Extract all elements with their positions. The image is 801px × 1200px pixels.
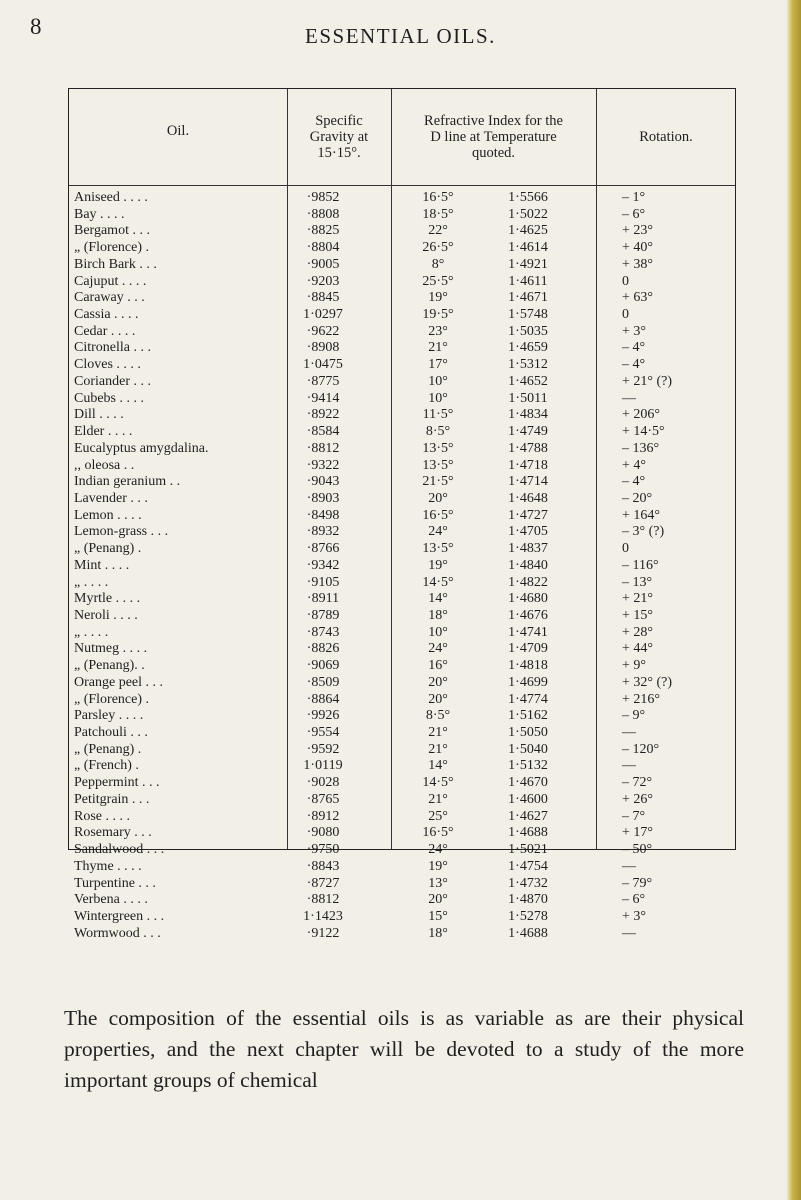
- specific-gravity-cell: ·8932: [306, 524, 340, 540]
- temperature-cell: 13°: [428, 875, 448, 891]
- table-row: [68, 608, 736, 625]
- refractive-index-cell: 1·4600: [508, 791, 548, 807]
- specific-gravity-cell: ·8843: [306, 858, 340, 874]
- table-row: [68, 257, 736, 274]
- refractive-index-cell: 1·4659: [508, 340, 548, 356]
- page-edge: [787, 0, 801, 1200]
- rotation-cell: —: [622, 390, 636, 406]
- rotation-cell: – 6°: [622, 892, 646, 908]
- header-sg-line: 15·15°.: [317, 145, 361, 161]
- specific-gravity-cell: ·9028: [306, 775, 340, 791]
- table-row: [68, 859, 736, 876]
- temperature-cell: 14°: [428, 758, 448, 774]
- temperature-cell: 13·5°: [422, 457, 454, 473]
- oil-name-cell: Myrtle . . . .: [74, 591, 141, 607]
- refractive-index-cell: 1·5021: [508, 842, 548, 858]
- refractive-index-cell: 1·4727: [508, 507, 548, 523]
- rotation-cell: – 120°: [622, 741, 660, 757]
- oil-name-cell: „ (French) .: [74, 758, 139, 774]
- temperature-cell: 18°: [428, 925, 448, 941]
- temperature-cell: 14·5°: [422, 775, 454, 791]
- oil-name-cell: „ . . . .: [74, 574, 109, 590]
- table-row: [68, 708, 736, 725]
- temperature-cell: 19·5°: [422, 307, 454, 323]
- oil-name-cell: Petitgrain . . .: [74, 791, 150, 807]
- refractive-index-cell: 1·5162: [508, 708, 548, 724]
- specific-gravity-cell: ·8903: [306, 490, 340, 506]
- oil-name-cell: Bay . . . .: [74, 206, 125, 222]
- specific-gravity-cell: ·8509: [306, 674, 340, 690]
- table-row: [68, 775, 736, 792]
- rotation-cell: —: [622, 925, 636, 941]
- rotation-cell: – 4°: [622, 474, 646, 490]
- specific-gravity-cell: ·9122: [306, 925, 340, 941]
- table-row: [68, 541, 736, 558]
- oil-name-cell: Indian geranium . .: [74, 474, 181, 490]
- header-ri-line: Refractive Index for the: [424, 113, 563, 129]
- temperature-cell: 16°: [428, 658, 448, 674]
- temperature-cell: 13·5°: [422, 440, 454, 456]
- table-row: [68, 391, 736, 408]
- oil-name-cell: Aniseed . . . .: [74, 190, 148, 205]
- oil-name-cell: Cloves . . . .: [74, 357, 141, 373]
- table-row: [68, 558, 736, 575]
- temperature-cell: 26·5°: [422, 240, 454, 256]
- temperature-cell: 8·5°: [425, 708, 451, 724]
- oil-name-cell: „ (Penang) .: [74, 541, 142, 557]
- table-row: [68, 909, 736, 926]
- rotation-cell: – 7°: [622, 808, 646, 824]
- table-row: [68, 190, 736, 207]
- rotation-cell: + 21° (?): [622, 373, 673, 389]
- oil-name-cell: Sandalwood . . .: [74, 842, 165, 858]
- table-row: [68, 274, 736, 291]
- refractive-index-cell: 1·5132: [508, 758, 548, 774]
- rotation-cell: + 40°: [622, 240, 653, 256]
- rotation-cell: – 4°: [622, 340, 646, 356]
- table-row: [68, 675, 736, 692]
- header-divider: [69, 185, 735, 186]
- oil-name-cell: Patchouli . . .: [74, 725, 148, 741]
- refractive-index-cell: 1·4709: [508, 641, 548, 657]
- rotation-cell: + 23°: [622, 223, 653, 239]
- refractive-index-cell: 1·4837: [508, 541, 548, 557]
- specific-gravity-cell: ·8912: [306, 808, 340, 824]
- temperature-cell: 18·5°: [422, 206, 454, 222]
- rotation-cell: + 44°: [622, 641, 653, 657]
- rotation-cell: + 26°: [622, 791, 653, 807]
- table-row: [68, 809, 736, 826]
- specific-gravity-cell: ·8765: [306, 791, 340, 807]
- temperature-cell: 21°: [428, 791, 448, 807]
- oil-name-cell: Orange peel . . .: [74, 674, 164, 690]
- specific-gravity-cell: ·8922: [306, 407, 340, 423]
- rotation-cell: + 14·5°: [622, 424, 665, 440]
- temperature-cell: 19°: [428, 557, 448, 573]
- oil-name-cell: Wintergreen . . .: [74, 908, 165, 924]
- rotation-cell: – 3° (?): [622, 524, 665, 540]
- temperature-cell: 22°: [428, 223, 448, 239]
- refractive-index-cell: 1·4670: [508, 775, 548, 791]
- header-sg-line: Gravity at: [309, 129, 369, 145]
- table-row: [68, 692, 736, 709]
- header-refractive-index: [391, 113, 596, 161]
- rotation-cell: 0: [622, 307, 629, 323]
- temperature-cell: 14°: [428, 591, 448, 607]
- header-specific-gravity: [287, 113, 391, 161]
- oil-name-cell: Cedar . . . .: [74, 323, 136, 339]
- specific-gravity-cell: ·8825: [306, 223, 340, 239]
- specific-gravity-cell: ·8826: [306, 641, 340, 657]
- refractive-index-cell: 1·4822: [508, 574, 548, 590]
- oil-name-cell: „ . . . .: [74, 624, 109, 640]
- refractive-index-cell: 1·4741: [508, 624, 548, 640]
- specific-gravity-cell: ·9203: [306, 273, 340, 289]
- refractive-index-cell: 1·4754: [508, 858, 548, 874]
- temperature-cell: 25°: [428, 808, 448, 824]
- refractive-index-cell: 1·4611: [508, 273, 548, 289]
- rotation-cell: + 28°: [622, 624, 653, 640]
- rotation-cell: + 4°: [622, 457, 646, 473]
- temperature-cell: 24°: [428, 524, 448, 540]
- specific-gravity-cell: ·9043: [306, 474, 340, 490]
- refractive-index-cell: 1·4921: [508, 256, 548, 272]
- oil-name-cell: Parsley . . . .: [74, 708, 144, 724]
- rotation-cell: + 32° (?): [622, 674, 673, 690]
- specific-gravity-cell: ·9750: [306, 842, 340, 858]
- refractive-index-cell: 1·4705: [508, 524, 548, 540]
- oil-name-cell: Cajuput . . . .: [74, 273, 147, 289]
- rotation-cell: – 72°: [622, 775, 653, 791]
- table-row: [68, 357, 736, 374]
- specific-gravity-cell: 1·0119: [303, 758, 343, 774]
- temperature-cell: 25·5°: [422, 273, 454, 289]
- temperature-cell: 15°: [428, 908, 448, 924]
- oil-name-cell: Cubebs . . . .: [74, 390, 144, 406]
- rotation-cell: 0: [622, 273, 629, 289]
- rotation-cell: + 38°: [622, 256, 653, 272]
- oil-name-cell: Cassia . . . .: [74, 307, 139, 323]
- table-row: [68, 407, 736, 424]
- rotation-cell: + 3°: [622, 323, 646, 339]
- table-row: [68, 424, 736, 441]
- oil-name-cell: Elder . . . .: [74, 424, 133, 440]
- oil-name-cell: Lavender . . .: [74, 490, 148, 506]
- table-row: [68, 591, 736, 608]
- rotation-cell: + 15°: [622, 608, 653, 623]
- refractive-index-cell: 1·5040: [508, 741, 548, 757]
- table-row: [68, 524, 736, 541]
- table-row: [68, 240, 736, 257]
- header-oil: Oil.: [166, 123, 190, 139]
- table-row: [68, 441, 736, 458]
- page-number: 8: [30, 14, 42, 39]
- table-row: [68, 491, 736, 508]
- oil-name-cell: Wormwood . . .: [74, 925, 161, 941]
- rotation-cell: – 13°: [622, 574, 653, 590]
- specific-gravity-cell: 1·1423: [303, 908, 343, 924]
- refractive-index-cell: 1·4714: [508, 474, 548, 490]
- specific-gravity-cell: ·8911: [306, 591, 340, 607]
- temperature-cell: 21°: [428, 725, 448, 741]
- table-row: [68, 290, 736, 307]
- temperature-cell: 24°: [428, 842, 448, 858]
- rotation-cell: – 9°: [622, 708, 646, 724]
- header-ri-line: D line at Temperature: [430, 129, 557, 145]
- specific-gravity-cell: ·8808: [306, 206, 340, 222]
- table-row: [68, 625, 736, 642]
- specific-gravity-cell: ·8845: [306, 290, 340, 306]
- specific-gravity-cell: 1·0297: [303, 307, 343, 323]
- temperature-cell: 8°: [431, 256, 445, 272]
- table-row: [68, 725, 736, 742]
- specific-gravity-cell: ·9852: [306, 190, 340, 205]
- table-row: [68, 474, 736, 491]
- refractive-index-cell: 1·4671: [508, 290, 548, 306]
- oil-name-cell: Thyme . . . .: [74, 858, 142, 874]
- table-row: [68, 641, 736, 658]
- temperature-cell: 17°: [428, 357, 448, 373]
- temperature-cell: 18°: [428, 608, 448, 623]
- rotation-cell: – 4°: [622, 357, 646, 373]
- oil-name-cell: Peppermint . . .: [74, 775, 160, 791]
- refractive-index-cell: 1·4718: [508, 457, 548, 473]
- specific-gravity-cell: 1·0475: [303, 357, 343, 373]
- oil-name-cell: Eucalyptus amygdalina.: [74, 440, 209, 456]
- refractive-index-cell: 1·5748: [508, 307, 548, 323]
- refractive-index-cell: 1·4652: [508, 373, 548, 389]
- table-row: [68, 842, 736, 859]
- table-row: [68, 340, 736, 357]
- specific-gravity-cell: ·9069: [306, 658, 340, 674]
- rotation-cell: – 6°: [622, 206, 646, 222]
- specific-gravity-cell: ·9342: [306, 557, 340, 573]
- specific-gravity-cell: ·8789: [306, 608, 340, 623]
- oil-name-cell: ,, oleosa . .: [74, 457, 135, 473]
- temperature-cell: 19°: [428, 290, 448, 306]
- rotation-cell: – 20°: [622, 490, 653, 506]
- temperature-cell: 10°: [428, 390, 448, 406]
- table-row: [68, 876, 736, 893]
- header-sg-line: Specific: [315, 113, 363, 129]
- temperature-cell: 20°: [428, 490, 448, 506]
- temperature-cell: 23°: [428, 323, 448, 339]
- rotation-cell: + 17°: [622, 825, 653, 841]
- specific-gravity-cell: ·9554: [306, 725, 340, 741]
- table-row: [68, 792, 736, 809]
- table-row: [68, 758, 736, 775]
- table-row: [68, 207, 736, 224]
- refractive-index-cell: 1·4676: [508, 608, 548, 623]
- rotation-cell: – 50°: [622, 842, 653, 858]
- temperature-cell: 13·5°: [422, 541, 454, 557]
- oil-name-cell: Neroli . . . .: [74, 608, 138, 623]
- refractive-index-cell: 1·4648: [508, 490, 548, 506]
- refractive-index-cell: 1·5566: [508, 190, 548, 205]
- refractive-index-cell: 1·5278: [508, 908, 548, 924]
- refractive-index-cell: 1·4680: [508, 591, 548, 607]
- refractive-index-cell: 1·4699: [508, 674, 548, 690]
- table-row: [68, 223, 736, 240]
- specific-gravity-cell: ·8804: [306, 240, 340, 256]
- oil-name-cell: Rose . . . .: [74, 808, 130, 824]
- refractive-index-cell: 1·4749: [508, 424, 548, 440]
- refractive-index-cell: 1·4834: [508, 407, 548, 423]
- refractive-index-cell: 1·5050: [508, 725, 548, 741]
- refractive-index-cell: 1·4774: [508, 691, 548, 707]
- rotation-cell: + 9°: [622, 658, 646, 674]
- oil-name-cell: „ (Florence) .: [74, 240, 150, 256]
- specific-gravity-cell: ·8908: [306, 340, 340, 356]
- rotation-cell: – 136°: [622, 440, 660, 456]
- refractive-index-cell: 1·5312: [508, 357, 548, 373]
- oil-name-cell: Citronella . . .: [74, 340, 151, 356]
- specific-gravity-cell: ·9592: [306, 741, 340, 757]
- oil-name-cell: „ (Penang). .: [74, 658, 145, 674]
- temperature-cell: 16·5°: [422, 507, 454, 523]
- refractive-index-cell: 1·4625: [508, 223, 548, 239]
- table-row: [68, 458, 736, 475]
- table-row: [68, 575, 736, 592]
- rotation-cell: + 63°: [622, 290, 653, 306]
- temperature-cell: 21°: [428, 340, 448, 356]
- oil-name-cell: Mint . . . .: [74, 557, 130, 573]
- rotation-cell: + 164°: [622, 507, 660, 523]
- specific-gravity-cell: ·9414: [306, 390, 340, 406]
- refractive-index-cell: 1·4840: [508, 557, 548, 573]
- refractive-index-cell: 1·5035: [508, 323, 548, 339]
- temperature-cell: 20°: [428, 892, 448, 908]
- temperature-cell: 14·5°: [422, 574, 454, 590]
- rotation-cell: + 3°: [622, 908, 646, 924]
- rotation-cell: —: [622, 758, 636, 774]
- temperature-cell: 8·5°: [425, 424, 451, 440]
- table-row: [68, 324, 736, 341]
- specific-gravity-cell: ·8727: [306, 875, 340, 891]
- oil-name-cell: Bergamot . . .: [74, 223, 150, 239]
- rotation-cell: 0: [622, 541, 629, 557]
- refractive-index-cell: 1·4688: [508, 825, 548, 841]
- table-row: [68, 307, 736, 324]
- refractive-index-cell: 1·4627: [508, 808, 548, 824]
- temperature-cell: 10°: [428, 373, 448, 389]
- refractive-index-cell: 1·5011: [508, 390, 548, 406]
- temperature-cell: 21·5°: [422, 474, 454, 490]
- oil-name-cell: Birch Bark . . .: [74, 256, 157, 272]
- refractive-index-cell: 1·4818: [508, 658, 548, 674]
- oil-name-cell: Lemon-grass . . .: [74, 524, 169, 540]
- oil-name-cell: Rosemary . . .: [74, 825, 152, 841]
- temperature-cell: 16·5°: [422, 825, 454, 841]
- header-ri-line: quoted.: [471, 145, 516, 161]
- running-head: ESSENTIAL OILS.: [305, 24, 496, 48]
- rotation-cell: – 79°: [622, 875, 653, 891]
- oil-name-cell: Caraway . . .: [74, 290, 145, 306]
- table-row: [68, 374, 736, 391]
- temperature-cell: 10°: [428, 624, 448, 640]
- rotation-cell: —: [622, 858, 636, 874]
- temperature-cell: 16·5°: [422, 190, 454, 205]
- specific-gravity-cell: ·8775: [306, 373, 340, 389]
- oil-name-cell: Turpentine . . .: [74, 875, 156, 891]
- oil-name-cell: „ (Florence) .: [74, 691, 150, 707]
- oil-name-cell: Dill . . . .: [74, 407, 124, 423]
- specific-gravity-cell: ·8584: [306, 424, 340, 440]
- oil-name-cell: „ (Penang) .: [74, 741, 142, 757]
- specific-gravity-cell: ·8812: [306, 440, 340, 456]
- rotation-cell: – 116°: [622, 557, 659, 573]
- temperature-cell: 11·5°: [422, 407, 454, 423]
- specific-gravity-cell: ·9105: [306, 574, 340, 590]
- table-row: [68, 508, 736, 525]
- temperature-cell: 19°: [428, 858, 448, 874]
- rotation-cell: – 1°: [622, 190, 646, 205]
- refractive-index-cell: 1·4688: [508, 925, 548, 941]
- refractive-index-cell: 1·4732: [508, 875, 548, 891]
- oil-name-cell: Verbena . . . .: [74, 892, 148, 908]
- specific-gravity-cell: ·8743: [306, 624, 340, 640]
- table-row: [68, 892, 736, 909]
- specific-gravity-cell: ·8864: [306, 691, 340, 707]
- table-row: [68, 926, 736, 943]
- temperature-cell: 20°: [428, 674, 448, 690]
- specific-gravity-cell: ·9926: [306, 708, 340, 724]
- oil-name-cell: Coriander . . .: [74, 373, 151, 389]
- oil-name-cell: Lemon . . . .: [74, 507, 142, 523]
- temperature-cell: 21°: [428, 741, 448, 757]
- refractive-index-cell: 1·4614: [508, 240, 548, 256]
- oil-name-cell: Nutmeg . . . .: [74, 641, 148, 657]
- rotation-cell: —: [622, 725, 636, 741]
- refractive-index-cell: 1·4788: [508, 440, 548, 456]
- table-row: [68, 742, 736, 759]
- table-row: [68, 658, 736, 675]
- body-paragraph: The composition of the essential oils is as variable as are their physical properties, and the next chapter will be devoted to a study of the more important groups of chemical: [64, 1006, 744, 1092]
- specific-gravity-cell: ·9005: [306, 256, 340, 272]
- rotation-cell: + 206°: [622, 407, 660, 423]
- header-rotation: Rotation.: [639, 129, 693, 145]
- specific-gravity-cell: ·9080: [306, 825, 340, 841]
- specific-gravity-cell: ·8766: [306, 541, 340, 557]
- refractive-index-cell: 1·5022: [508, 206, 548, 222]
- table-row: [68, 825, 736, 842]
- specific-gravity-cell: ·8812: [306, 892, 340, 908]
- specific-gravity-cell: ·9322: [306, 457, 340, 473]
- rotation-cell: + 21°: [622, 591, 653, 607]
- temperature-cell: 24°: [428, 641, 448, 657]
- rotation-cell: + 216°: [622, 691, 660, 707]
- specific-gravity-cell: ·9622: [306, 323, 340, 339]
- temperature-cell: 20°: [428, 691, 448, 707]
- refractive-index-cell: 1·4870: [508, 892, 548, 908]
- specific-gravity-cell: ·8498: [306, 507, 340, 523]
